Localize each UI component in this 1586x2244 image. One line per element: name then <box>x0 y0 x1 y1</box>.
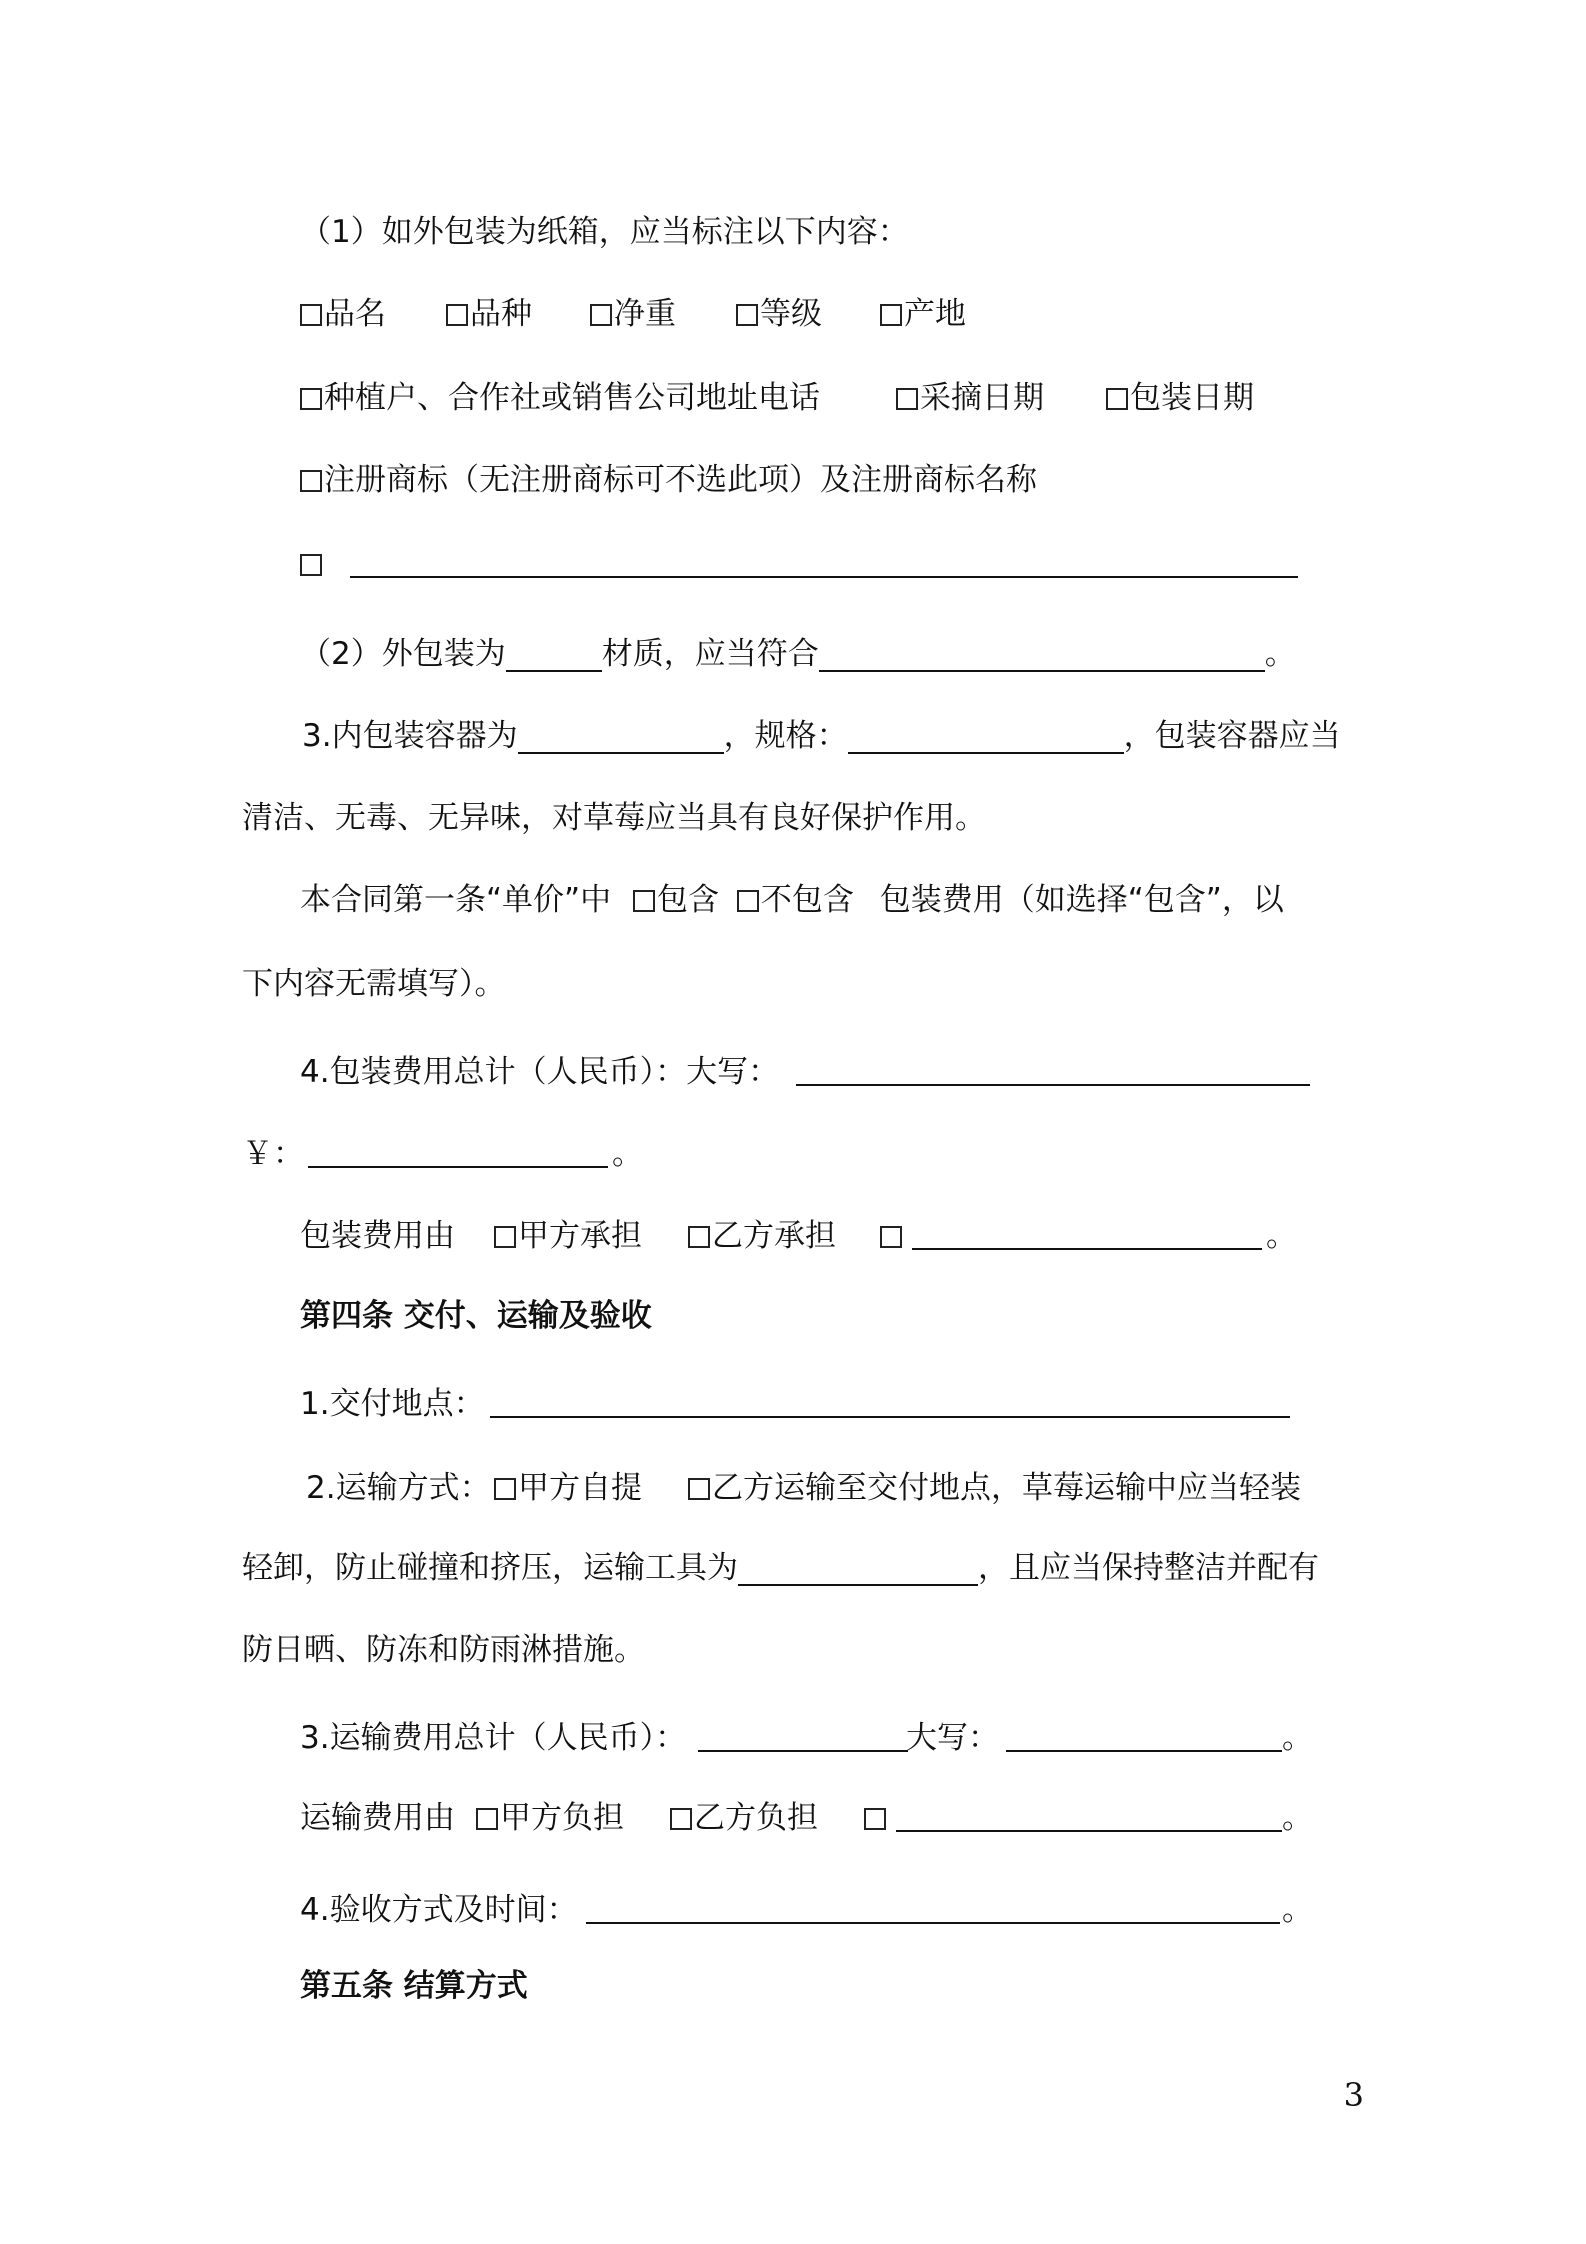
option-product-name[interactable]: 品名 <box>300 294 386 334</box>
checkbox[interactable] <box>446 304 468 326</box>
clause-outer-packaging-carton: （1）如外包装为纸箱，应当标注以下内容： <box>300 214 909 250</box>
clause-packaging-cost-bearer: 包装费用由 甲方承担 乙方承担 。 <box>300 1218 1297 1254</box>
option-party-b-transport[interactable]: 乙方运输至交付地点，草莓运输中应当轻装 <box>688 1468 1301 1508</box>
option-included[interactable]: 包含 <box>633 882 719 918</box>
checkbox[interactable] <box>688 1478 710 1500</box>
checkbox[interactable] <box>670 1808 692 1830</box>
clause-acceptance: 4.验收方式及时间： 。 <box>300 1892 1313 1928</box>
page-number: 3 <box>1343 2076 1364 2114</box>
option-registered-trademark[interactable]: 注册商标（无注册商标可不选此项）及注册商标名称 <box>300 460 1037 500</box>
option-party-b-bears[interactable]: 乙方承担 <box>688 1216 836 1256</box>
option-variety[interactable]: 品种 <box>446 294 532 334</box>
option-party-b-bears[interactable]: 乙方负担 <box>670 1798 818 1838</box>
clause-packaging-total: 4.包装费用总计（人民币）：大写： <box>300 1052 779 1092</box>
checkbox[interactable] <box>737 890 759 912</box>
amount-figures-field[interactable] <box>308 1134 608 1168</box>
checkbox[interactable] <box>880 304 902 326</box>
checkbox[interactable] <box>590 304 612 326</box>
clause-inner-container: 3.内包装容器为 ，规格： ，包装容器应当 <box>302 718 1341 754</box>
clause-inner-container-cont: 清洁、无毒、无异味，对草莓应当具有良好保护作用。 <box>242 800 986 836</box>
option-other-row <box>300 544 324 584</box>
checkbox[interactable] <box>736 304 758 326</box>
blank-field[interactable] <box>350 544 1298 578</box>
option-party-a-bears[interactable]: 甲方承担 <box>494 1216 642 1256</box>
clause-transport-method-cont-2: 防日晒、防冻和防雨淋措施。 <box>242 1632 645 1668</box>
option-packing-date[interactable]: 包装日期 <box>1106 378 1254 418</box>
checkbox[interactable] <box>300 304 322 326</box>
amount-words-field[interactable] <box>796 1052 1310 1086</box>
checkbox[interactable] <box>494 1478 516 1500</box>
checkbox[interactable] <box>896 388 918 410</box>
checkbox[interactable] <box>688 1226 710 1248</box>
option-net-weight[interactable]: 净重 <box>590 294 676 334</box>
amount-words-field[interactable] <box>1006 1718 1282 1752</box>
option-other[interactable] <box>880 1216 904 1256</box>
checkbox[interactable] <box>864 1808 886 1830</box>
delivery-place-field[interactable] <box>490 1384 1290 1418</box>
clause-unit-price-packaging-cont: 下内容无需填写）。 <box>242 966 506 1002</box>
option-other[interactable] <box>864 1798 888 1838</box>
clause-transport-method-cont: 轻卸，防止碰撞和挤压，运输工具为 ，且应当保持整洁并配有 <box>242 1550 1319 1586</box>
option-party-a-pickup[interactable]: 甲方自提 <box>494 1468 642 1508</box>
option-not-included[interactable]: 不包含 <box>737 882 854 918</box>
acceptance-field[interactable] <box>586 1890 1280 1924</box>
clause-delivery-place: 1.交付地点： <box>300 1384 485 1424</box>
checkbox[interactable] <box>476 1808 498 1830</box>
option-grade[interactable]: 等级 <box>736 294 822 334</box>
checkbox[interactable] <box>880 1226 902 1248</box>
checkbox[interactable] <box>300 388 322 410</box>
clause-transport-total: 3.运输费用总计（人民币）： 大写： 。 <box>300 1720 1313 1756</box>
option-grower-address-phone[interactable]: 种植户、合作社或销售公司地址电话 <box>300 378 820 418</box>
blank-field[interactable] <box>896 1798 1282 1832</box>
blank-field[interactable] <box>819 638 1265 672</box>
blank-field[interactable] <box>518 720 724 754</box>
clause-transport-method: 2.运输方式： 甲方自提 乙方运输至交付地点，草莓运输中应当轻装 <box>306 1470 1301 1506</box>
transport-vehicle-field[interactable] <box>738 1552 978 1586</box>
blank-field[interactable] <box>848 720 1124 754</box>
checkbox[interactable] <box>300 470 322 492</box>
blank-field[interactable] <box>912 1216 1262 1250</box>
checkbox[interactable] <box>494 1226 516 1248</box>
option-picking-date[interactable]: 采摘日期 <box>896 378 1044 418</box>
checkbox[interactable] <box>633 890 655 912</box>
article-5-heading: 第五条 结算方式 <box>300 1968 528 2004</box>
checkbox[interactable] <box>1106 388 1128 410</box>
blank-field[interactable] <box>506 638 602 672</box>
amount-figures-field[interactable] <box>698 1718 908 1752</box>
clause-transport-cost-bearer: 运输费用由 甲方负担 乙方负担 。 <box>300 1800 1313 1836</box>
clause-outer-packaging-material: （2）外包装为 材质，应当符合 。 <box>300 636 1296 672</box>
option-origin[interactable]: 产地 <box>880 294 966 334</box>
clause-packaging-total-figures: ￥： 。 <box>242 1136 643 1172</box>
option-party-a-bears[interactable]: 甲方负担 <box>476 1798 624 1838</box>
clause-unit-price-packaging: 本合同第一条“单价”中 包含 不包含 包装费用（如选择“包含”，以 <box>300 882 1284 918</box>
article-4-heading: 第四条 交付、运输及验收 <box>300 1298 652 1334</box>
checkbox[interactable] <box>300 554 322 576</box>
